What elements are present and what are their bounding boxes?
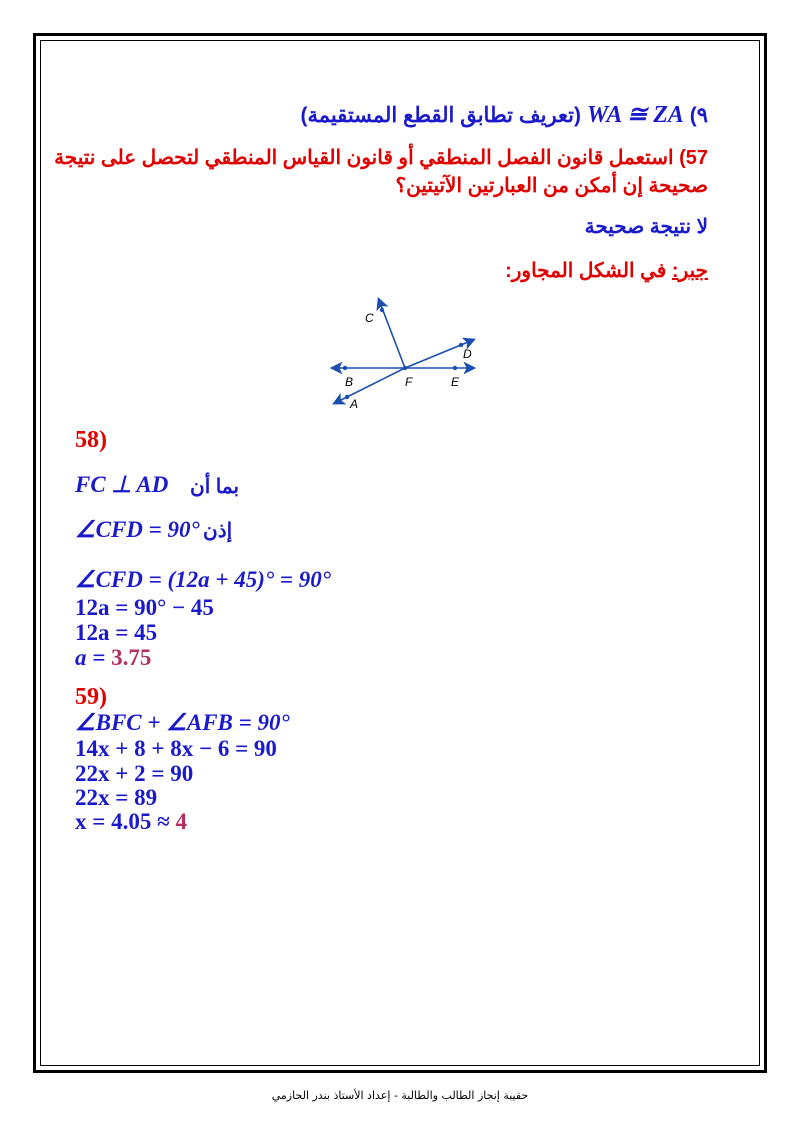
q57-line2: صحيحة إن أمكن من العبارتين الآتيتين؟ — [395, 175, 708, 197]
q59-step1: ∠BFC + ∠AFB = 90° — [75, 710, 290, 735]
q59-step2: 14x + 8 + 8x − 6 = 90 — [75, 736, 277, 761]
q59-number: 59) — [75, 684, 107, 710]
q59-step3: 22x + 2 = 90 — [75, 761, 194, 786]
item9-marker: ٩) — [689, 104, 708, 127]
label-D: D — [463, 347, 472, 361]
point-B — [343, 366, 347, 370]
q59-step5-lhs: x = 4.05 ≈ — [75, 809, 176, 834]
label-A: A — [350, 397, 359, 411]
algebra-text: في الشكل المجاور: — [505, 260, 667, 282]
point-E — [453, 366, 457, 370]
item9-reason: (تعريف تطابق القطع المستقيمة) — [300, 104, 581, 127]
point-C — [380, 308, 384, 312]
q58-then-text: إذن — [203, 520, 233, 542]
algebra-label: جبر: — [671, 260, 708, 282]
q58-given-text: بما أن — [190, 476, 240, 498]
q57-line1: 57) استعمل قانون الفصل المنطقي أو قانون القياس المنطقي لتحصل على نتيجة — [54, 147, 708, 169]
page-footer: حقيبة إنجاز الطالب والطالبة - إعداد الأستاذ بندر الحازمي — [271, 1089, 529, 1102]
q58-step1: ∠CFD = (12a + 45)° = 90° — [75, 567, 331, 592]
q58-given-math-text: FC ⊥ AD — [75, 472, 169, 497]
geometry-figure — [325, 290, 485, 415]
q58-given-math — [75, 472, 168, 498]
label-E: E — [451, 375, 460, 389]
item9-segments: WA ≅ ZA — [586, 102, 684, 128]
q58-step4 — [75, 645, 151, 671]
item9-line — [300, 100, 708, 129]
q58-step3: 12a = 45 — [75, 620, 158, 645]
q57-answer: لا نتيجة صحيحة — [584, 216, 708, 238]
q58-answer-value: 3.75 — [111, 645, 152, 670]
q59-step5 — [75, 809, 187, 835]
q58-step2: 12a = 90° − 45 — [75, 595, 214, 620]
q58-number: 58) — [75, 427, 107, 453]
label-C: C — [365, 311, 374, 325]
point-F — [403, 366, 407, 370]
label-F: F — [405, 375, 413, 389]
q59-step4: 22x = 89 — [75, 785, 158, 810]
q58-step4-lhs: a = — [75, 645, 112, 670]
point-A — [345, 395, 349, 399]
q58-then-math: ∠CFD = 90° — [75, 517, 200, 542]
q59-answer-value: 4 — [175, 809, 187, 834]
label-B: B — [345, 375, 354, 389]
algebra-header — [505, 258, 708, 283]
